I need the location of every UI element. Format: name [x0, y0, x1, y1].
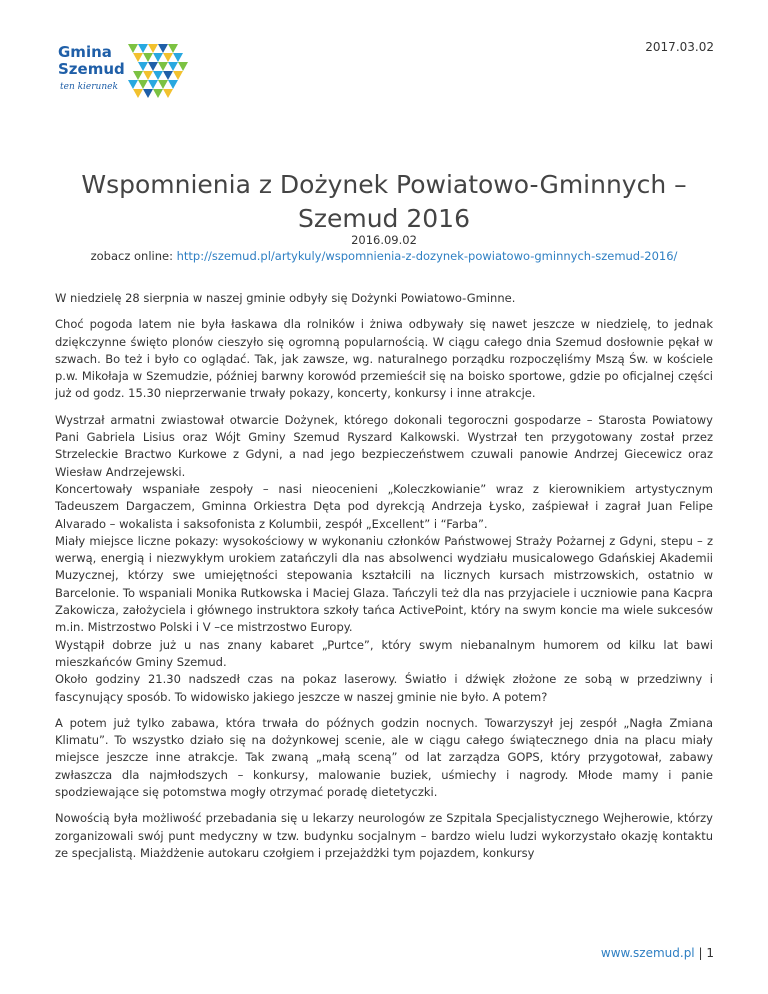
publish-date: 2016.09.02	[351, 233, 417, 247]
paragraph-3	[55, 412, 713, 706]
gmina-szemud-logo[interactable]	[58, 44, 190, 102]
triangle-mosaic-icon	[128, 44, 190, 100]
footer-site-link[interactable]: www.szemud.pl	[600, 946, 695, 960]
page-footer	[601, 946, 714, 960]
paragraph-2: Choć pogoda latem nie była łaskawa dla rolników i żniwa odbywały się nawet jeszcze w niedzielę, to jednak dziękczynne święto plonów cieszyło się ogromną popularnością. W ciągu całego dnia Szemud dosłownie pękał w szwach. Bo też i było co oglądać. Tak, jak zawsze, wg. naturalnego porządku rozpoczęliśmy Mszą Św. w kościele p.w. Mikołaja w Szemudzie, później barwny korowód przemieścił się na boisko sportowe, gdzie po oficjalnej części już od godz. 15.30 nieprzerwanie trwały pokazy, koncerty, konkursy i inne atrakcje.	[55, 317, 713, 401]
article-meta	[40, 232, 728, 264]
page-header	[0, 0, 768, 120]
paragraph-3-block-1: Wystrzał armatni zwiastował otwarcie Dożynek, którego dokonali tegoroczni gospodarze – Starosta Powiatowy Pani Gabriela Lisius oraz Wójt Gminy Szemud Ryszard Kalkowski. Wystrzał ten przygotowany został przez Strzeleckie Bractwo Kurkowe z Gdyni, a nad jego bezpieczeństwem czuwali panowie Andrzej Giecewicz oraz Wiesław Andrzejewski.	[55, 412, 713, 479]
footer-separator: |	[698, 946, 703, 960]
online-label: zobacz online:	[90, 249, 173, 263]
paragraph-1: W niedzielę 28 sierpnia w naszej gminie odbyły się Dożynki Powiatowo-Gminne.	[55, 291, 516, 305]
print-date: 2017.03.02	[645, 40, 714, 54]
page-number: 1	[706, 946, 714, 960]
logo-line2: Szemud	[58, 60, 125, 78]
paragraph-3-block-2: Koncertowały wspaniałe zespoły – nasi nieocenieni „Koleczkowianie” wraz z kierownikiem artystycznym Tadeuszem Dargaczem, Gminna Orkiestra Dęta pod dyrekcją Andrzeja Łysko, zaśpiewał i zagrał Juan Felipe Alvarado – wokalista i saksofonista z Kolumbii, zespół „Excellent” i “Farba”.	[55, 481, 713, 531]
logo-wordmark	[58, 44, 125, 78]
paragraph-3-block-3: Miały miejsce liczne pokazy: wysokościowy w wykonaniu członków Państwowej Straży Pożarnej z Gdyni, stepu – z werwą, energią i niezwykłym urokiem zatańczyli dla nas absolwenci wydziału musicalowego Gdańskiej Akademii Muzycznej, którzy swe umiejętności stepowania kształcili na licznych kursach mistrzowskich, ostatnio w Barcelonie. To wspaniali Monika Rutkowska i Maciej Glaza. Tańczyli też dla nas przyjaciele i uczniowie pana Kacpra Zakowicza, założyciela i głównego instruktora szkoły tańca ActivePoint, który na swym koncie ma wiele sukcesów m.in. Mistrzostwo Polski i V –ce mistrzostwo Europy.	[55, 533, 713, 635]
paragraph-4: A potem już tylko zabawa, która trwała do późnych godzin nocnych. Towarzyszył jej zespół „Nagła Zmiana Klimatu”. To wszystko działo się na dożynkowej scenie, ale w ciągu całego świątecznego dnia na placu miały miejsce jeszcze inne atrakcje. Tak zwaną „małą sceną” od lat zarządza GOPS, który przygotował, zabawy zwłaszcza dla najmłodszych – konkursy, malowanie buziek, uśmiechy i nagrody. Młode mamy i panie spodziewające się potomstwa mogły otrzymać poradę dietetyczki.	[55, 715, 713, 800]
article-body	[55, 290, 713, 871]
logo-line1: Gmina	[58, 43, 112, 61]
online-link-row	[40, 248, 728, 264]
logo-tagline: ten kierunek	[60, 82, 118, 92]
paragraph-3-block-5: Około godziny 21.30 nadszedł czas na pokaz laserowy. Światło i dźwięk złożone ze sobą w przedziwny i fascynujący sposób. To widowisko jakiego jeszcze w naszej gminie nie było. A potem?	[55, 672, 713, 704]
article-title: Wspomnienia z Dożynek Powiatowo-Gminnych – Szemud 2016	[81, 170, 687, 233]
article-url-link[interactable]: http://szemud.pl/artykuly/wspomnienia-z-dozynek-powiatowo-gminnych-szemud-2016/	[176, 249, 678, 263]
paragraph-3-block-4: Wystąpił dobrze już u nas znany kabaret „Purtce”, który swym niebanalnym humorem od kilku lat bawi mieszkańców Gminy Szemud.	[55, 637, 713, 669]
paragraph-5: Nowością była możliwość przebadania się u lekarzy neurologów ze Szpitala Specjalistycznego Wejherowie, którzy zorganizowali swój punt medyczny w tzw. budynku socjalnym – bardzo wielu ludzi wykorzystało okazję kontaktu ze specjalistą. Miażdżenie autokaru czołgiem i przejażdżki tym pojazdem, konkursy	[55, 811, 713, 860]
